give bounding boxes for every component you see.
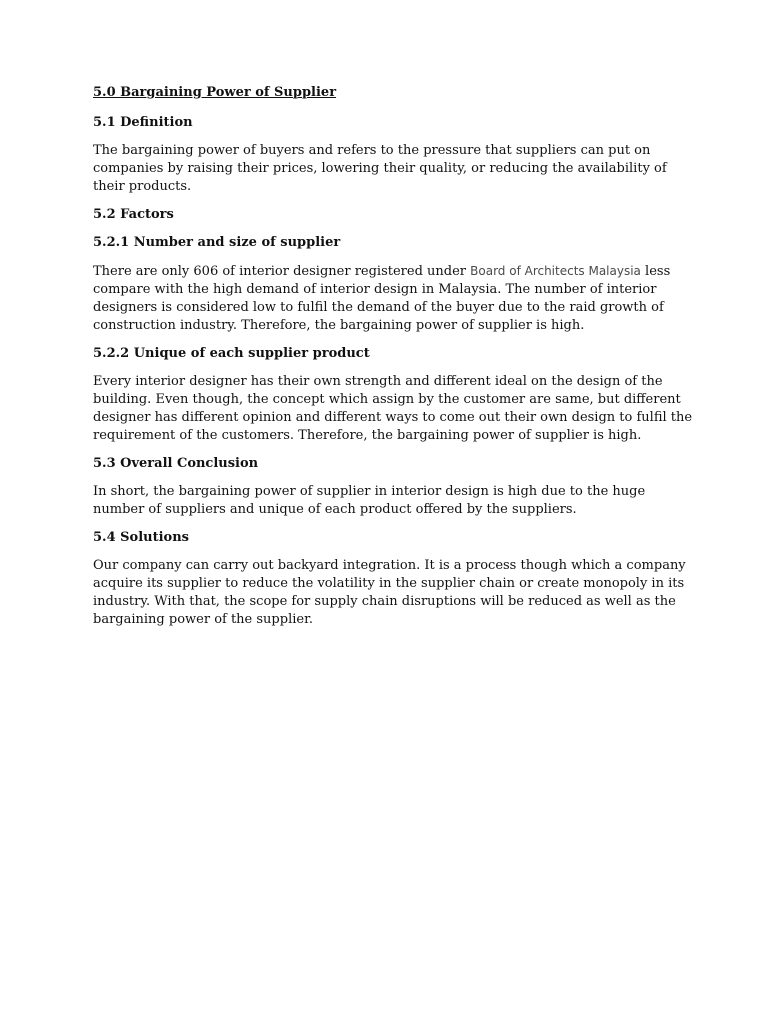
heading-definition: 5.1 Definition [93, 115, 193, 130]
paragraph-conclusion: In short, the bargaining power of supplier in interior design is high due to the huge number of suppliers and unique of each product offered by the suppliers. [93, 484, 646, 517]
heading-conclusion: 5.3 Overall Conclusion [93, 456, 259, 471]
paragraph-number-size-text-2: less compare with the high demand of interior design in Malaysia. The number of interior designers is considered low to fulfil the demand of the buyer due to the raid growth of construction industry. Therefore, the bargaining power of supplier is high. [93, 264, 671, 333]
paragraph-number-size [93, 262, 693, 335]
paragraph-solutions: Our company can carry out backyard integration. It is a process though which a company acquire its supplier to reduce the volatility in the supplier chain or create monopoly in its industry. With that, the scope for supply chain disruptions will be reduced as well as the bargaining power of the supplier. [93, 558, 686, 627]
document-title: 5.0 Bargaining Power of Supplier [93, 85, 337, 100]
heading-factors: 5.2 Factors [93, 207, 174, 222]
heading-unique: 5.2.2 Unique of each supplier product [93, 346, 370, 361]
heading-number-size: 5.2.1 Number and size of supplier [93, 235, 341, 250]
paragraph-definition: The bargaining power of buyers and refers to the pressure that suppliers can put on companies by raising their prices, lowering their quality, or reducing the availability of their products. [93, 143, 667, 194]
paragraph-unique: Every interior designer has their own strength and different ideal on the design of the building. Even though, the concept which assign by the customer are same, but different designer has different opinion and different ways to come out their own design to fulfil the requirement of the customers. Therefore, the bargaining power of supplier is high. [93, 374, 693, 443]
document-page [93, 84, 693, 639]
board-of-architects-link[interactable]: Board of Architects Malaysia [470, 264, 641, 278]
heading-solutions: 5.4 Solutions [93, 530, 189, 545]
paragraph-number-size-text-1: There are only 606 of interior designer registered under [93, 264, 471, 279]
